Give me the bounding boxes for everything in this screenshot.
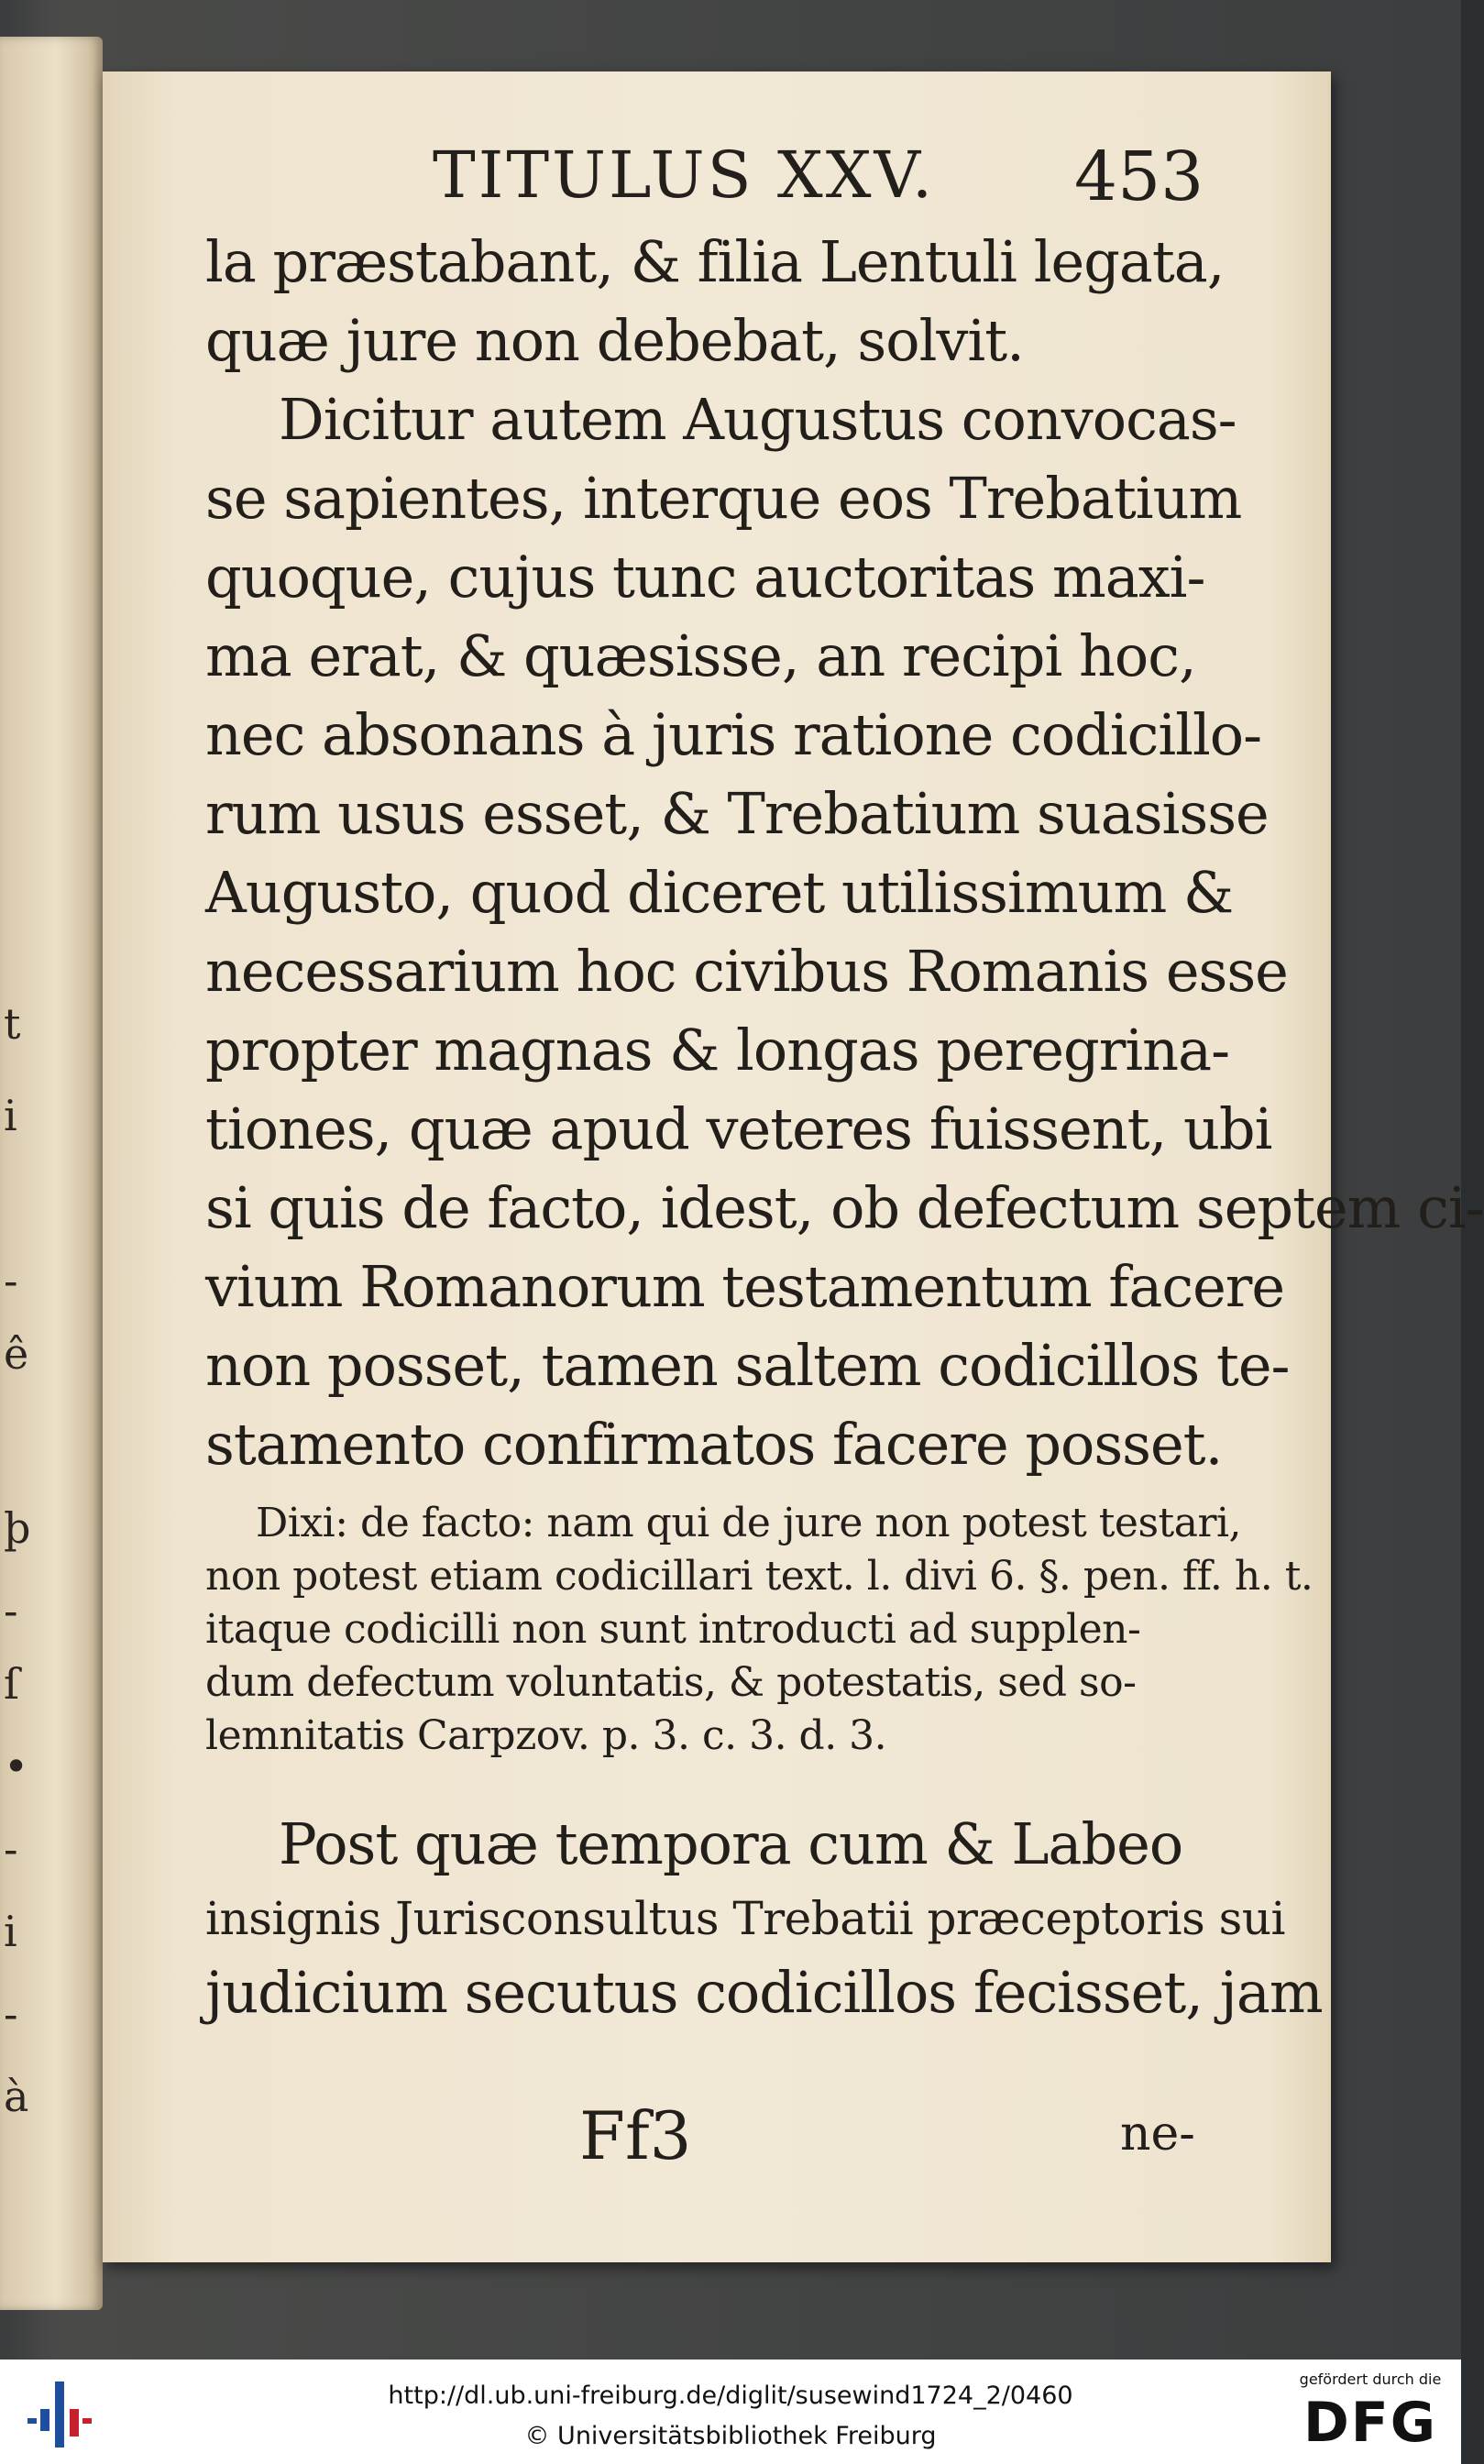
text-line: propter magnas & longas peregrina- (205, 1017, 1230, 1084)
text-line: tiones, quæ apud veteres fuissent, ubi (205, 1095, 1272, 1162)
spacer (205, 1763, 1232, 1805)
text-line: se sapientes, interque eos Trebatium (205, 465, 1242, 532)
prev-page-glyph: i (4, 1907, 17, 1956)
prev-page-glyph: - (4, 1256, 18, 1305)
note-line: itaque codicilli non sunt introducti ad supplen- (205, 1606, 1141, 1653)
document-url[interactable]: http://dl.ub.uni-freiburg.de/diglit/susewind1724_2/0460 (388, 2382, 1073, 2410)
running-head: TITULUS XXV. (433, 138, 936, 213)
text-line: non posset, tamen saltem codicillos te- (205, 1332, 1290, 1399)
text-line: vium Romanorum testamentum facere (205, 1253, 1285, 1320)
prev-page-glyph: • (4, 1742, 29, 1791)
text-line: ma erat, & quæsisse, an recipi hoc, (205, 622, 1196, 689)
text-line: Post quæ tempora cum & Labeo (279, 1810, 1183, 1877)
text-line: nec absonans à juris ratione codicillo- (205, 701, 1262, 768)
previous-page-edge (0, 37, 103, 2310)
prev-page-glyph: - (4, 1989, 18, 2039)
dfg-logo: DFG (1303, 2391, 1438, 2455)
text-line: Augusto, quod diceret utilissimum & (205, 859, 1234, 926)
dfg-funding-note: gefördert durch die (1299, 2370, 1442, 2388)
text-line: si quis de facto, idest, ob defectum septem ci- (205, 1174, 1484, 1241)
book-page (103, 72, 1484, 2262)
catchword: ne- (1120, 2106, 1195, 2162)
note-line: non potest etiam codicillari text. l. divi 6. §. pen. ff. h. t. (205, 1553, 1314, 1600)
prev-page-glyph: - (4, 1824, 18, 1874)
text-line: quæ jure non debebat, solvit. (205, 307, 1024, 374)
prev-page-glyph: ſ (4, 1659, 20, 1709)
text-line: necessarium hoc civibus Romanis esse (205, 938, 1288, 1005)
text-line: Dicitur autem Augustus convocas- (279, 386, 1237, 453)
note-line: dum defectum voluntatis, & potestatis, sed so- (205, 1659, 1137, 1706)
spacer (205, 1484, 1232, 1497)
copyright-notice: © Universitätsbibliothek Freiburg (524, 2422, 937, 2450)
prev-page-glyph: þ (4, 1503, 31, 1553)
page-number: 453 (1074, 138, 1204, 216)
prev-page-glyph: ê (4, 1329, 29, 1379)
note-line: lemnitatis Carpzov. p. 3. c. 3. d. 3. (205, 1712, 887, 1759)
note-line: Dixi: de facto: nam qui de jure non potest testari, (256, 1500, 1242, 1546)
signature-mark: Ff3 (579, 2097, 692, 2174)
page-header (103, 72, 1331, 216)
text-line: judicium secutus codicillos fecisset, jam (205, 1959, 1323, 2026)
text-line: quoque, cujus tunc auctoritas maxi- (205, 544, 1205, 610)
text-line: la præstabant, & filia Lentuli legata, (205, 228, 1225, 295)
prev-page-glyph: t (4, 999, 21, 1049)
text-line: stamento confirmatos facere posset. (205, 1411, 1223, 1478)
text-line: rum usus esset, & Trebatium suasisse (205, 780, 1269, 847)
prev-page-glyph: i (4, 1091, 17, 1140)
prev-page-glyph: - (4, 1586, 18, 1635)
prev-page-glyph: à (4, 2072, 29, 2121)
viewer-footer (0, 2360, 1461, 2464)
text-line: insignis Jurisconsultus Trebatii præceptoris sui (205, 1892, 1286, 1945)
main-text (205, 223, 1484, 2032)
